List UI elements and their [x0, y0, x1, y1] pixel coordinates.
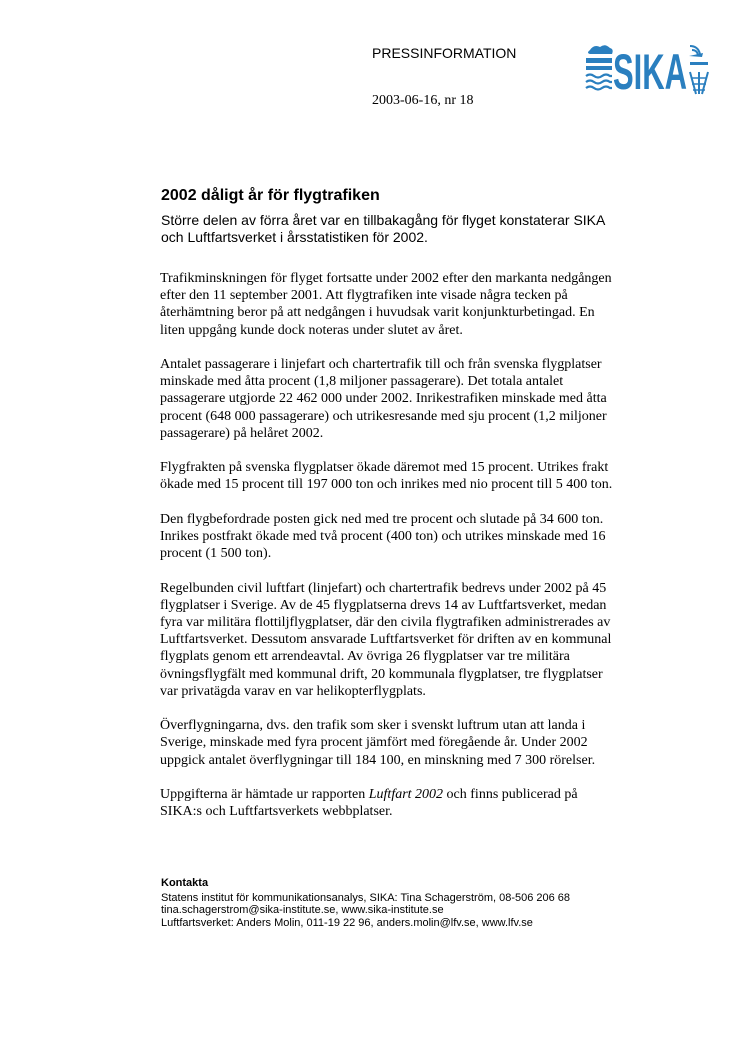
logo-weather-icon	[586, 40, 613, 96]
text-line: återhämtning beror på att nedgången i huvudsak varit konjunkturbetingad. En	[160, 305, 595, 321]
contact-line: Statens institut för kommunikationsanalys, SIKA: Tina Schagerström, 08-506 206 68	[161, 891, 571, 904]
text-line: procent (648 000 passagerare) och utrikesresande med sju procent (1,2 miljoner	[160, 408, 607, 424]
text-line: minskade med åtta procent (1,8 miljoner passagerare). Det totala antalet	[160, 374, 564, 390]
body-paragraph-2	[160, 356, 660, 442]
text-line: Flygfrakten på svenska flygplatser ökade däremot med 15 procent. Utrikes frakt	[160, 460, 609, 476]
contact-line: tina.schagerstrom@sika-institute.se, www.sika-institute.se	[161, 904, 444, 917]
text-line	[160, 786, 660, 803]
text-line: Luftfartsverket. Dessutom ansvarade Luftfartsverket för driften av en kommunal	[160, 632, 612, 648]
body-paragraph-5	[160, 580, 660, 700]
text-line: uppgick antalet överflygningar till 184 100, en minskning med 7 300 rörelser.	[160, 752, 596, 768]
dateline: 2003-06-16, nr 18	[372, 93, 474, 108]
logo-transport-icon	[689, 46, 708, 94]
text-line: flygplats genom ett arrendeavtal. Av övriga 26 flygplatser var tre militära	[160, 649, 570, 665]
text-line: Den flygbefordrade posten gick ned med tre procent och slutade på 34 600 ton.	[160, 511, 604, 527]
text-line: Sverige, minskade med fyra procent jämfört med föregående år. Under 2002	[160, 735, 588, 751]
text-line: Inrikes postfrakt ökade med två procent (400 ton) och utrikes minskade med 16	[160, 529, 606, 544]
press-label: PRESSINFORMATION	[372, 45, 517, 61]
text-line: passagerare) på helåret 2002.	[160, 425, 324, 441]
sika-logo	[586, 40, 710, 100]
headline: 2002 dåligt år för flygtrafiken	[161, 187, 380, 204]
text-line: fyra var militära flottiljflygplatser, där den civila flygtrafiken administrerades av	[160, 615, 611, 630]
text-line: SIKA:s och Luftfartsverkets webbplatser.	[160, 804, 393, 820]
lead-line: och Luftfartsverket i årsstatistiken för 2002.	[161, 229, 428, 245]
source-suffix: och finns publicerad på	[443, 787, 578, 802]
text-line: flygplatser i Sverige. Av de 45 flygplatserna drevs 14 av Luftfartsverket, medan	[160, 597, 607, 613]
text-line: Regelbunden civil luftfart (linjefart) och chartertrafik bedrevs under 2002 på 45	[160, 580, 607, 596]
contact-block	[161, 877, 681, 929]
contact-line: Luftfartsverket: Anders Molin, 011-19 22 96, anders.molin@lfv.se, www.lfv.se	[161, 916, 533, 929]
lead-line: Större delen av förra året var en tillbakagång för flyget konstaterar SIKA	[161, 212, 606, 228]
text-line: passagerare utgjorde 22 462 000 under 2002. Inrikestrafiken minskade med åtta	[160, 391, 607, 407]
text-line: Antalet passagerare i linjefart och chartertrafik till och från svenska flygplatser	[160, 357, 602, 372]
body-paragraph-1	[160, 270, 660, 339]
body-paragraph-4	[160, 511, 660, 563]
logo-text: SIKA	[613, 44, 687, 100]
text-line: procent (1 500 ton).	[160, 546, 272, 562]
body-paragraph-3	[160, 459, 660, 493]
article-body	[160, 270, 660, 838]
body-paragraph-6	[160, 717, 660, 769]
contact-title: Kontakta	[161, 877, 209, 889]
source-paragraph	[160, 786, 660, 820]
text-line: Trafikminskningen för flyget fortsatte under 2002 efter den markanta nedgången	[160, 271, 612, 286]
text-line: ökade med 15 procent till 197 000 ton och inrikes med nio procent till 5 400 ton.	[160, 477, 613, 493]
text-line: liten uppgång kunde dock noteras under slutet av året.	[160, 322, 463, 338]
source-prefix: Uppgifterna är hämtade ur rapporten	[160, 787, 369, 802]
report-title: Luftfart 2002	[368, 787, 444, 802]
text-line: var privatägda varav en var helikopterflygplats.	[160, 683, 426, 699]
text-line: övningsflygfält med kommunal drift, 20 kommunala flygplatser, tre flygplatser	[160, 666, 603, 682]
text-line: Överflygningarna, dvs. den trafik som sker i svenskt luftrum utan att landa i	[160, 718, 586, 734]
lead-paragraph	[161, 212, 661, 246]
text-line: efter den 11 september 2001. Att flygtrafiken inte visade några tecken på	[160, 288, 568, 304]
